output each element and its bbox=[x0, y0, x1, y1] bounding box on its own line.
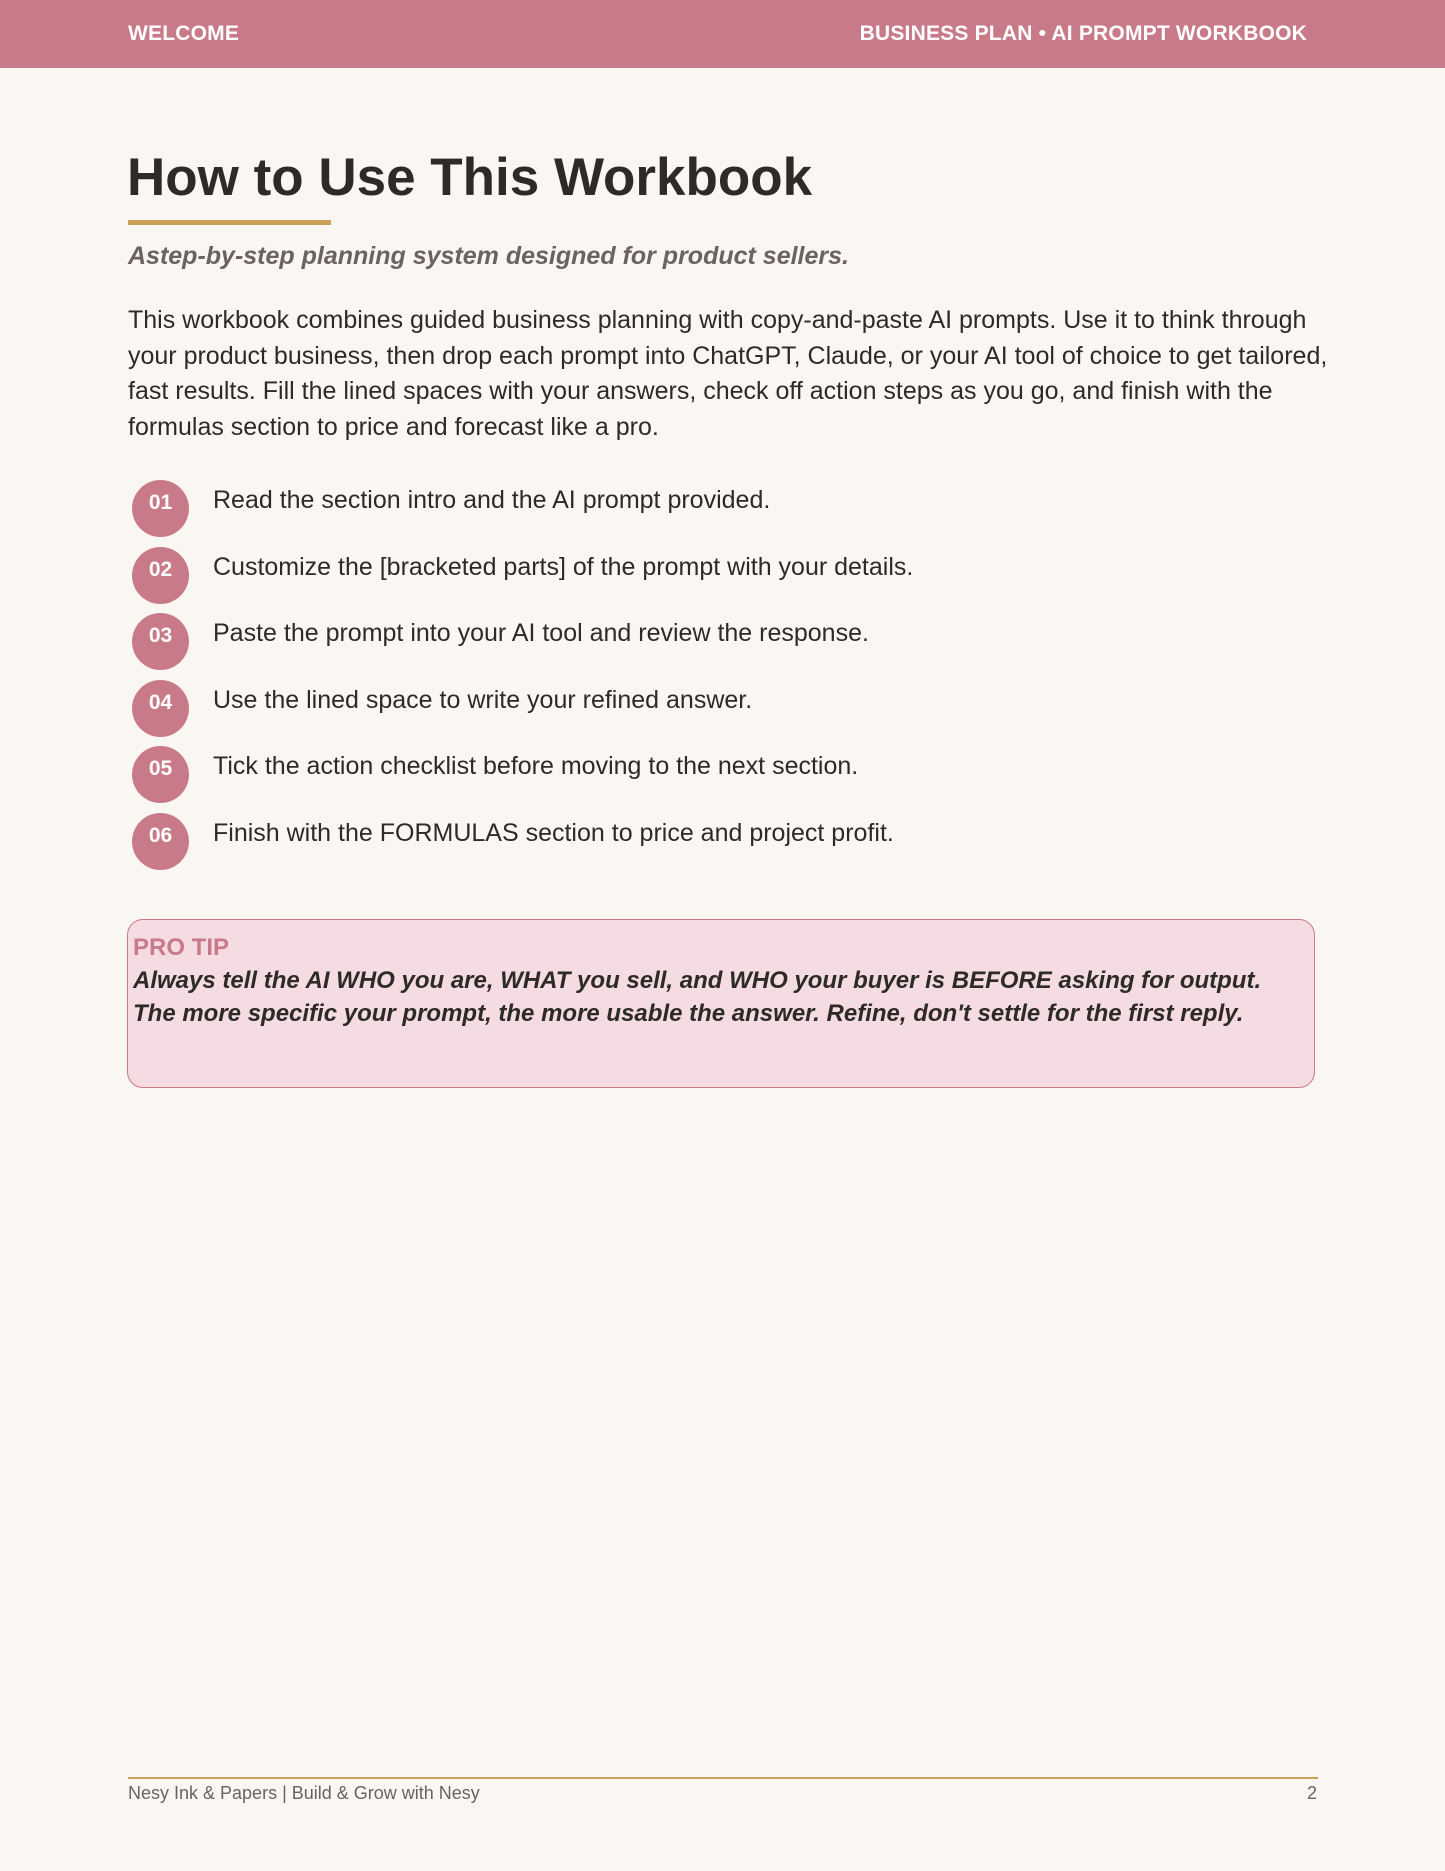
step-number-badge: 01 bbox=[132, 480, 189, 537]
step-item bbox=[128, 480, 1328, 538]
step-item bbox=[128, 680, 1328, 738]
step-number-badge: 06 bbox=[132, 813, 189, 870]
step-number-badge: 05 bbox=[132, 746, 189, 803]
section-label: WELCOME bbox=[128, 22, 240, 45]
footer-divider bbox=[128, 1777, 1318, 1779]
step-text: Read the section intro and the AI prompt provided. bbox=[213, 486, 771, 514]
step-item bbox=[128, 547, 1328, 605]
step-text: Customize the [bracketed parts] of the prompt with your details. bbox=[213, 552, 914, 581]
title-underline bbox=[128, 220, 331, 225]
intro-paragraph: This workbook combines guided business planning with copy-and-paste AI prompts. Use it to think through your product business, then drop each prompt into ChatGPT, Claude, or your AI tool of choice to get tailored, fast results. Fill the lined spaces with your answers, check off action steps as you go, and finish with the formulas section to price and forecast like a pro. bbox=[128, 306, 1328, 441]
page-number: 2 bbox=[1306, 1783, 1317, 1803]
step-item bbox=[128, 813, 1328, 871]
step-number-badge: 04 bbox=[132, 680, 189, 737]
step-text: Use the lined space to write your refined answer. bbox=[213, 685, 753, 714]
pro-tip-box bbox=[127, 919, 1315, 1088]
step-text: Tick the action checklist before moving to the next section. bbox=[213, 752, 859, 780]
step-item bbox=[128, 613, 1328, 671]
step-number-badge: 03 bbox=[132, 613, 189, 670]
page-title: How to Use This Workbook bbox=[127, 148, 813, 207]
workbook-label: BUSINESS PLAN • AI PROMPT WORKBOOK bbox=[859, 22, 1307, 45]
step-item bbox=[128, 746, 1328, 804]
page-header bbox=[0, 0, 1445, 68]
footer-brand: Nesy Ink & Papers | Build & Grow with Nesy bbox=[128, 1783, 480, 1803]
pro-tip-text: Always tell the AI WHO you are, WHAT you sell, and WHO your buyer is BEFORE asking for output. The more specific your prompt, the more usable the answer. Refine, don't settle for the first reply. bbox=[133, 967, 1262, 1027]
step-text: Paste the prompt into your AI tool and review the response. bbox=[213, 619, 869, 647]
step-text: Finish with the FORMULAS section to price and project profit. bbox=[213, 818, 894, 847]
step-number-badge: 02 bbox=[132, 547, 189, 604]
page-subtitle: Astep-by-step planning system designed for product sellers. bbox=[128, 242, 849, 270]
pro-tip-label: PRO TIP bbox=[133, 934, 230, 961]
